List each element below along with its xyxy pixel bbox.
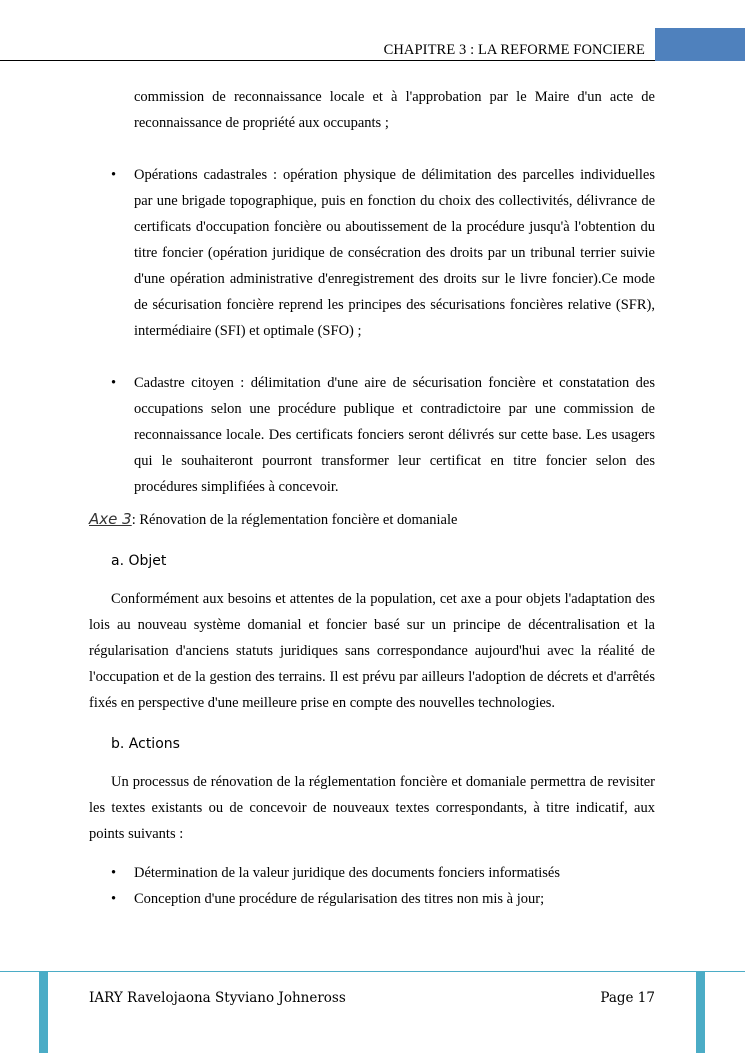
list-item	[89, 370, 655, 500]
footer-right-bar	[696, 972, 705, 1053]
list-item-text: Conception d'une procédure de régularisation des titres non mis à jour;	[134, 891, 545, 907]
list-item	[89, 860, 655, 886]
list-item-text: Détermination de la valeur juridique des documents fonciers informatisés	[134, 865, 561, 881]
bullet-list-bottom	[89, 860, 655, 912]
bullet-icon: •	[111, 891, 117, 907]
axe-title: : Rénovation de la réglementation foncière et domaniale	[131, 512, 458, 528]
bullet-icon: •	[111, 375, 117, 391]
list-item-text: Cadastre citoyen : délimitation d'une aire de sécurisation foncière et constatation des occupations selon une procédure publique et contradictoire par une commission de reconnaissance locale. Des certificats fonciers seront délivrés sur cette base. Les usagers qui le souhaiteront pourront transformer leur certificat en titre foncier selon des procédures simplifiées à concevoir.	[134, 375, 655, 495]
header-rule	[0, 60, 745, 61]
list-item	[89, 162, 655, 344]
header-chapter-title: CHAPITRE 3 : LA REFORME FONCIERE	[383, 42, 645, 58]
footer-author: IARY Ravelojaona Styviano Johneross	[89, 990, 346, 1006]
axe-label: Axe 3	[89, 510, 132, 528]
bullet-list-top	[89, 162, 655, 500]
bullet-icon: •	[111, 865, 117, 881]
list-item	[89, 886, 655, 912]
header-accent-box	[655, 28, 745, 61]
continuation-paragraph: commission de reconnaissance locale et à l'approbation par le Maire d'un acte de reconnaissance de propriété aux occupants ;	[134, 89, 655, 131]
axe-heading	[89, 506, 655, 533]
actions-paragraph: Un processus de rénovation de la réglementation foncière et domaniale permettra de revisiter les textes existants ou de concevoir de nouveaux textes correspondants, à titre indicatif, aux points suivants :	[89, 774, 655, 842]
list-item-text: Opérations cadastrales : opération physique de délimitation des parcelles individuelles par une brigade topographique, puis en fonction du choix des collectivités, délivrance de certificats d'occupation foncière ou aboutissement de la procédure jusqu'à l'obtention du titre foncier (opération juridique de consécration des droits par un tribunal terrier suivie d'une opération administrative d'enregistrement des droits sur le livre foncier).Ce mode de sécurisation foncière reprend les principes des sécurisations foncières relative (SFR), intermédiaire (SFI) et optimale (SFO) ;	[134, 167, 655, 339]
section-heading-actions: b. Actions	[111, 736, 180, 752]
page-content	[89, 84, 655, 912]
page-number: Page 17	[600, 990, 655, 1006]
section-heading-objet: a. Objet	[111, 553, 167, 569]
footer-left-bar	[39, 972, 48, 1053]
bullet-icon: •	[111, 167, 117, 183]
footer-rule	[0, 971, 745, 972]
objet-paragraph: Conformément aux besoins et attentes de la population, cet axe a pour objets l'adaptation des lois au nouveau système domanial et foncier basé sur un principe de décentralisation et la régularisation d'anciens statuts juridiques sans correspondance aujourd'hui avec la réalité de l'occupation et de la gestion des terrains. Il est prévu par ailleurs l'adoption de décrets et d'arrêtés fixés en perspective d'une meilleure prise en compte des nouvelles technologies.	[89, 591, 655, 711]
